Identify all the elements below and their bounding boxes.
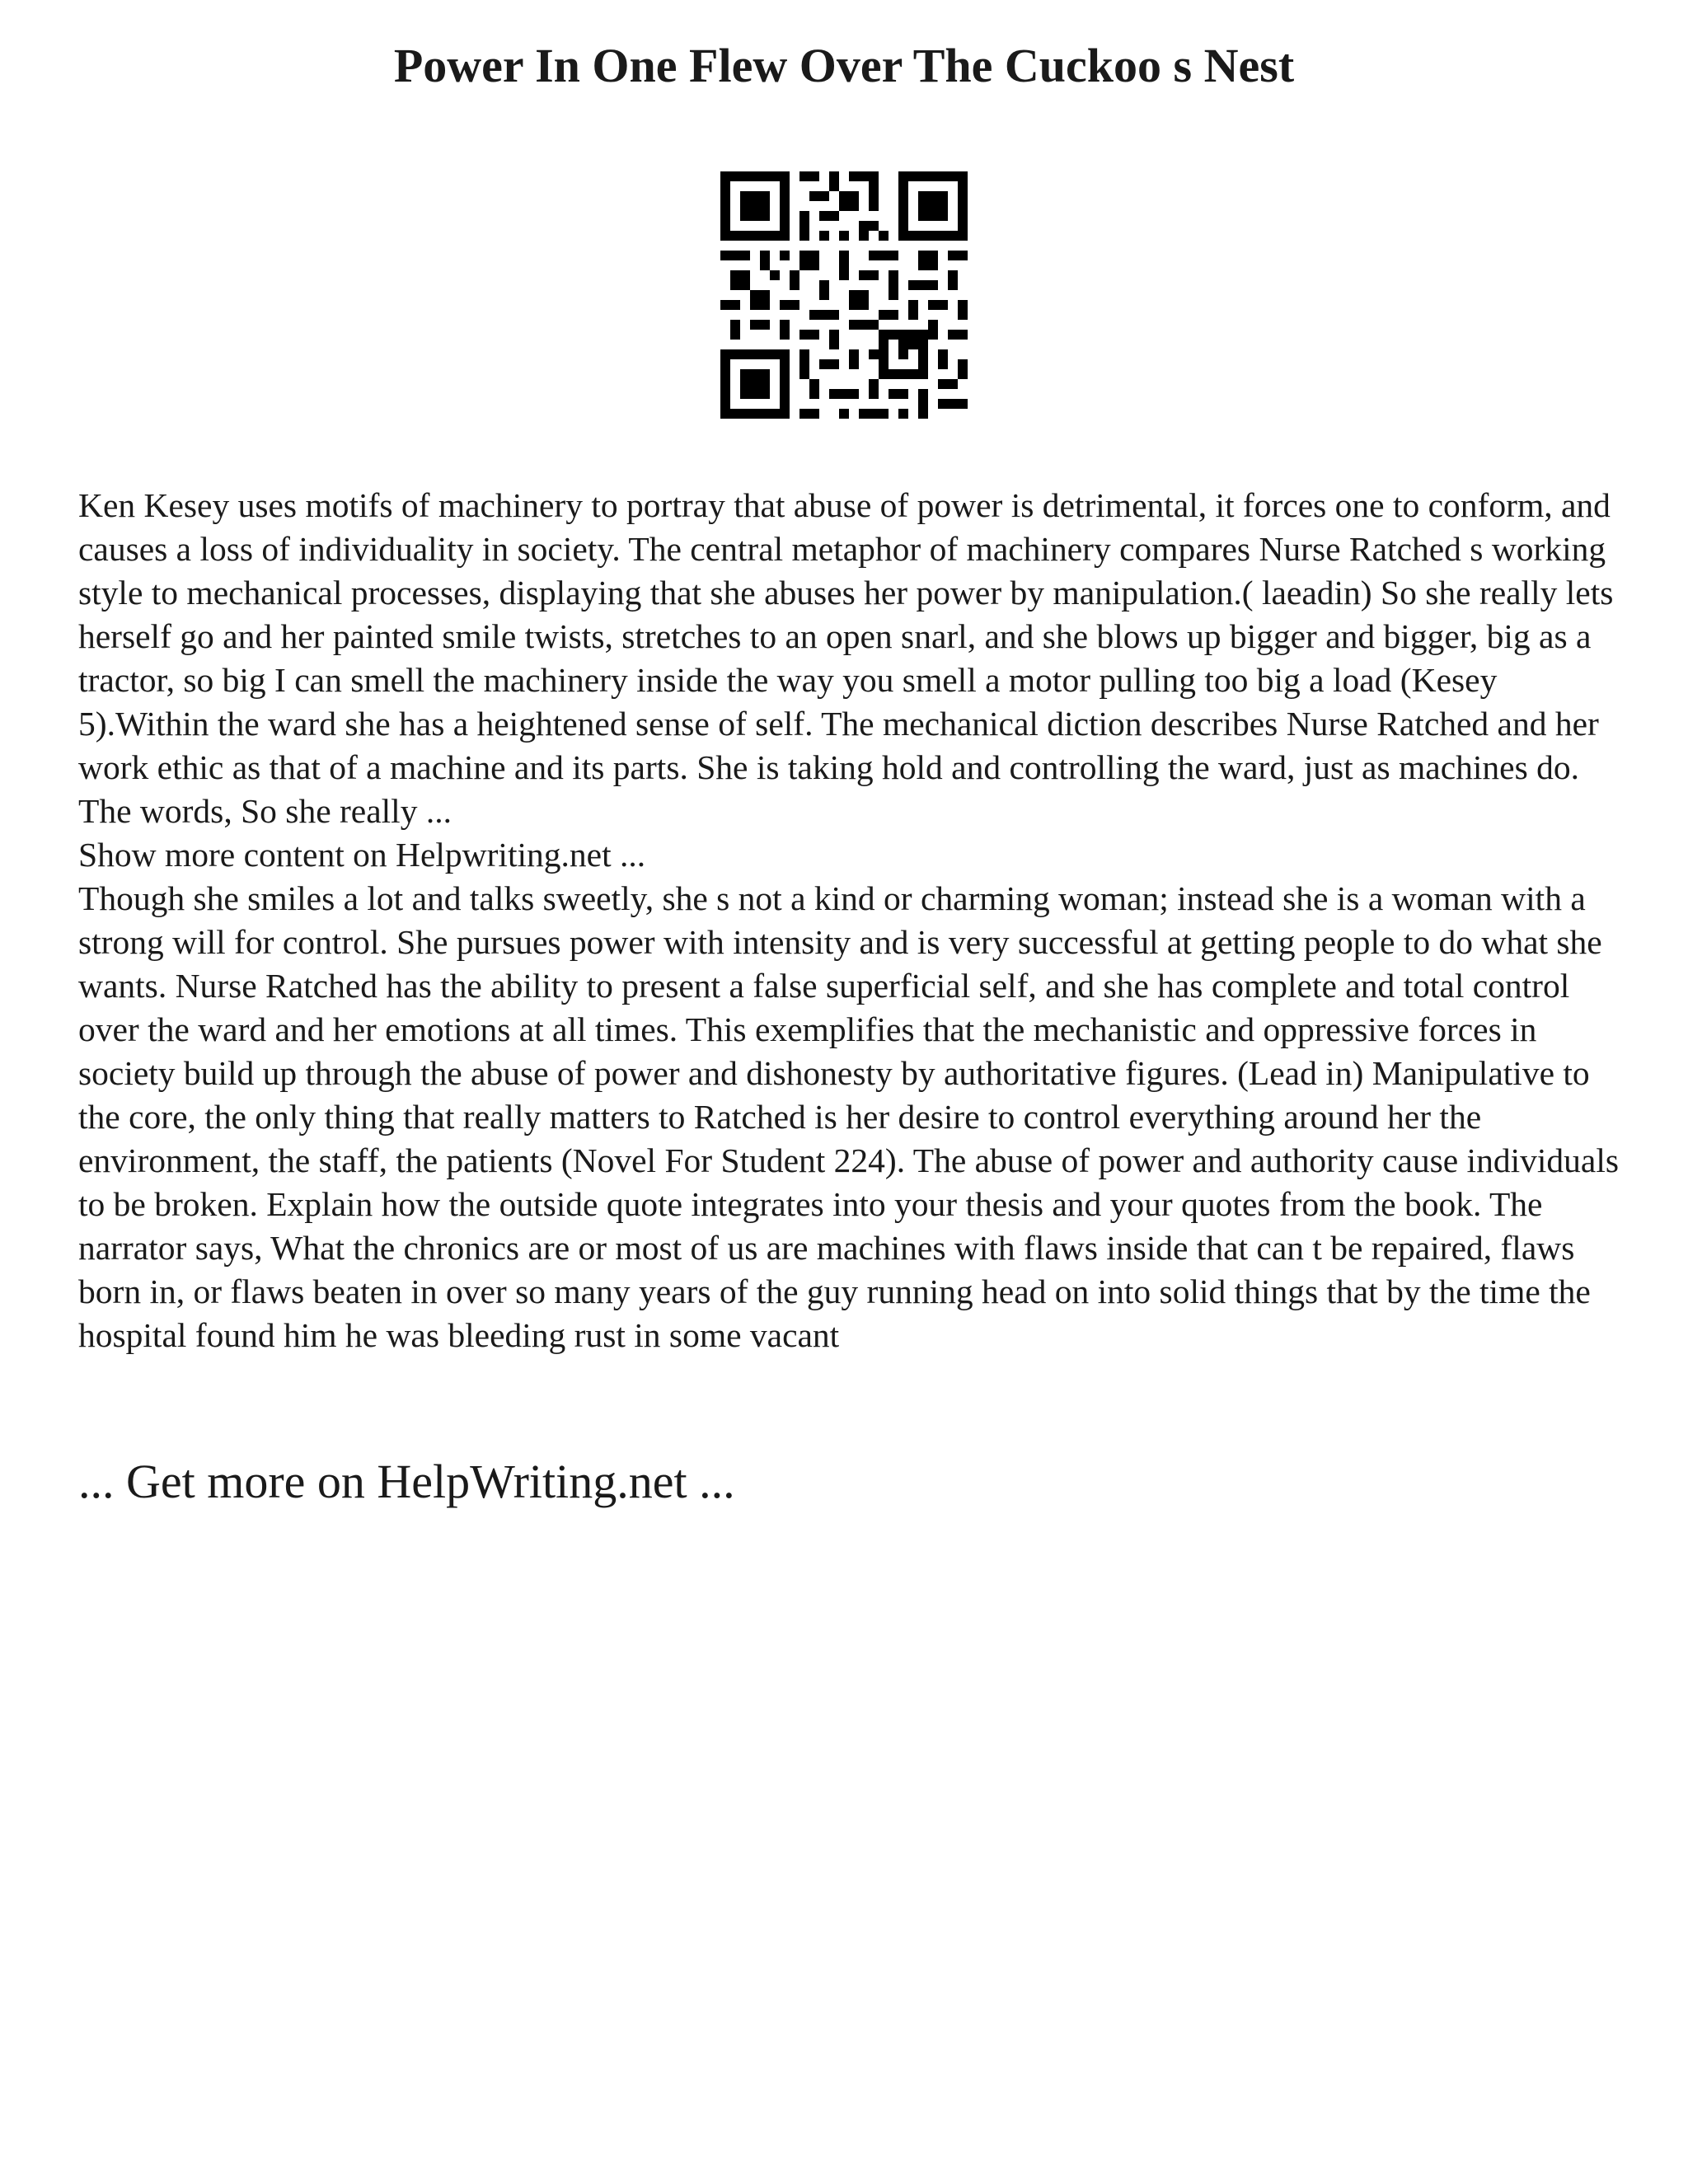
document-title: Power In One Flew Over The Cuckoo s Nest	[393, 39, 1295, 92]
get-more-link[interactable]: ... Get more on HelpWriting.net ...	[78, 1455, 735, 1508]
qr-code-icon	[720, 171, 968, 419]
paragraph-second: Though she smiles a lot and talks sweetly, she s not a kind or charming woman; instead she is a woman with a strong will for control. She pursues power with intensity and is very successful at getting people to do what she wants. Nurse Ratched has the ability to present a false superficial self, and she has complete and total control over the ward and her emotions at all times. This exemplifies that the mechanistic and oppressive forces in society build up through the abuse of power and dishonesty by authoritative figures. (Lead in) Manipulative to the core, the only thing that really matters to Ratched is her desire to control everything around her the environment, the staff, the patients (Novel For Student 224). The abuse of power and authority cause individuals to be broken. Explain how the outside quote integrates into your thesis and your quotes from the book. The narrator says, What the chronics are or most of us are machines with flaws inside that can t be repaired, flaws born in, or flaws beaten in over so many years of the guy running head on into solid things that by the time the hospital found him he was bleeding rust in some vacant	[78, 879, 1619, 1354]
show-more-line: Show more content on Helpwriting.net ...	[78, 836, 646, 874]
article-body	[78, 484, 1628, 1357]
paragraph-intro: Ken Kesey uses motifs of machinery to portray that abuse of power is detrimental, it forces one to conform, and causes a loss of individuality in society. The central metaphor of machinery compares Nurse Ratched s working style to mechanical processes, displaying that she abuses her power by manipulation.( laeadin) So she really lets herself go and her painted smile twists, stretches to an open snarl, and she blows up bigger and bigger, big as a tractor, so big I can smell the machinery inside the way you smell a motor pulling too big a load (Kesey 5).Within the ward she has a heightened sense of self. The mechanical diction describes Nurse Ratched and her work ethic as that of a machine and its parts. She is taking hold and controlling the ward, just as machines do. The words, So she really ...	[78, 486, 1614, 830]
